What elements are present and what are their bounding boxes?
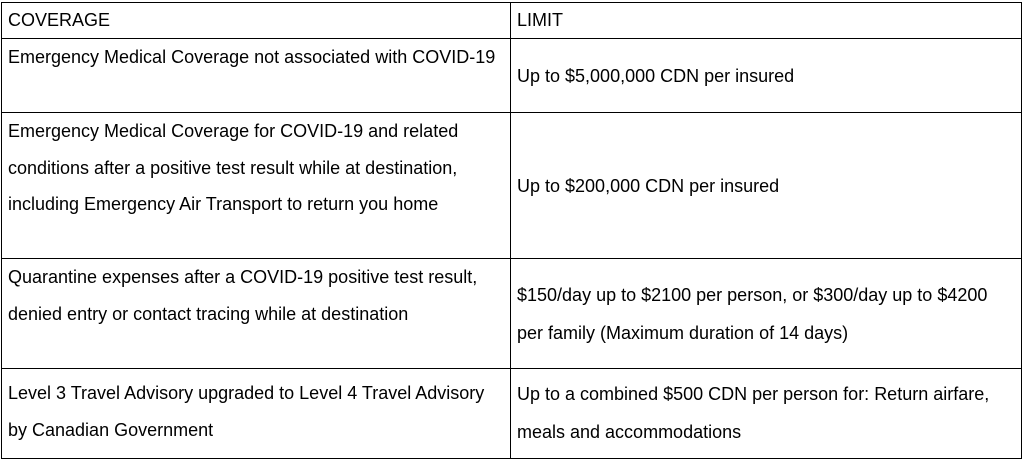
limit-cell: $150/day up to $2100 per person, or $300/day up to $4200 per family (Maximum duration of 14 days) — [511, 259, 1022, 369]
table-header-row — [2, 3, 1022, 39]
coverage-cell: Level 3 Travel Advisory upgraded to Level 4 Travel Advisory by Canadian Government — [2, 369, 511, 459]
limit-cell: Up to $5,000,000 CDN per insured — [511, 39, 1022, 113]
coverage-column-header: COVERAGE — [2, 3, 511, 39]
coverage-cell: Quarantine expenses after a COVID-19 positive test result, denied entry or contact tracing while at destination — [2, 259, 511, 369]
table-row — [2, 113, 1022, 259]
table-row — [2, 39, 1022, 113]
coverage-cell: Emergency Medical Coverage for COVID-19 and related conditions after a positive test result while at destination, including Emergency Air Transport to return you home — [2, 113, 511, 259]
table-row — [2, 259, 1022, 369]
coverage-table — [1, 2, 1022, 459]
table-row — [2, 369, 1022, 459]
coverage-cell: Emergency Medical Coverage not associated with COVID-19 — [2, 39, 511, 113]
limit-cell: Up to a combined $500 CDN per person for: Return airfare, meals and accommodations — [511, 369, 1022, 459]
limit-column-header: LIMIT — [511, 3, 1022, 39]
limit-cell: Up to $200,000 CDN per insured — [511, 113, 1022, 259]
